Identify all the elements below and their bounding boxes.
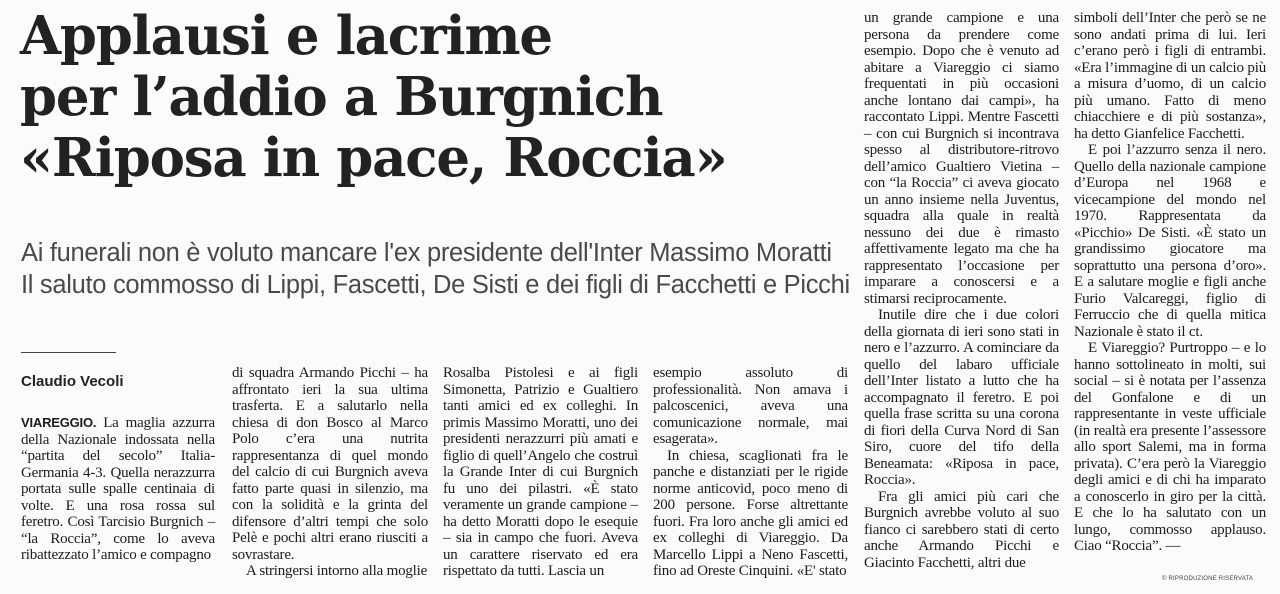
article-column-5 <box>864 10 1059 571</box>
byline-rule <box>21 352 116 353</box>
article-paragraph: Inutile dire che i due colori della giornata di ieri sono stati in nero e l’azzurro. A cominciare da quello del labaro ufficiale dell’Inter listato a lutto che ha accompagnato il feretro. E poi quella frase scritta su una corona di fiori della Curva Nord di San Siro, cuore del tifo della Beneamata: «Riposa in pace, Roccia». <box>864 307 1059 488</box>
article-paragraph: E Viareggio? Purtroppo – e lo hanno sottolineato in molti, sui social – si è notata per l’assenza del Gonfalone e di un rappresentante in veste ufficiale (in realtà era presente l’assessore allo sport Salemi, ma in forma privata). C’era però la Viareggio degli amici e di chi ha imparato a conoscerlo in giro per la città. E che lo ha salutato con un lungo, commosso applauso. Ciao “Roccia”. — <box>1074 340 1266 554</box>
article-paragraph: esempio assoluto di professionalità. Non amava i palcoscenici, aveva una comunicazione normale, mai esagerata». <box>653 365 848 447</box>
article-column-3 <box>443 365 638 580</box>
headline-line-1: Applausi e lacrime <box>20 5 552 67</box>
subtitle <box>21 237 851 301</box>
copyright-notice: © RIPRODUZIONE RISERVATA <box>1162 576 1254 582</box>
article-paragraph: di squadra Armando Picchi – ha affrontato ieri la sua ultima trasferta. E a salutarlo nella chiesa di don Bosco al Marco Polo c’era una nutrita rappresentanza di quel mondo del calcio di cui Burgnich aveva fatto parte quasi in silenzio, ma con la solidità e la grinta del difensore d’altri tempi che solo Pelè e pochi altri erano riusciti a sovrastare. <box>232 365 428 563</box>
byline: Claudio Vecoli <box>21 373 124 390</box>
article-paragraph: A stringersi intorno alla moglie <box>246 563 428 579</box>
subtitle-line-2: Il saluto commosso di Lippi, Fascetti, De Sisti e dei figli di Facchetti e Picchi <box>21 271 850 299</box>
headline-line-3: «Riposa in pace, Roccia» <box>20 127 727 189</box>
article-paragraph: Fra gli amici più cari che Burgnich avrebbe voluto al suo fianco ci sarebbero stati di certo anche Armando Picchi e Giacinto Facchetti, altri due <box>864 488 1059 571</box>
headline-line-2: per l’addio a Burgnich <box>20 66 663 128</box>
article-paragraph: E poi l’azzurro senza il nero. Quello della nazionale campione d’Europa nel 1968 e vicecampione del mondo nel 1970. Rappresentata da «Picchio» De Sisti. «È stato un grandissimo giocatore ma soprattutto una persona d’oro». E a salutare moglie e figli anche Furio Valcareggi, figlio di Ferruccio che di quella mitica Nazionale è stato il ct. <box>1074 142 1266 340</box>
article-paragraph: un grande campione e una persona da prendere come esempio. Dopo che è venuto ad abitare a Viareggio ci siamo frequentati in più occasioni anche lontano dai campi», ha raccontato Lippi. Mentre Fascetti – con cui Burgnich si incontrava spesso al distributore-ritrovo dell’amico Gualtiero Vietina – con “la Roccia” ci aveva giocato un anno insieme nella Juventus, squadra alla quale in realtà nessuno dei due è rimasto affettivamente legato ma che ha rappresentato l’occasione per imparare a conoscersi e a stimarsi reciprocamente. <box>864 10 1059 307</box>
article-column-1 <box>21 415 215 564</box>
article-paragraph: In chiesa, scaglionati fra le panche e distanziati per le rigide norme anticovid, poco meno di 200 persone. Forse altrettante fuori. Fra loro anche gli amici ed ex colleghi di Viareggio. Da Marcello Lippi a Neno Fascetti, fino ad Oreste Cinquini. «E' stato <box>653 447 848 579</box>
headline <box>20 6 850 189</box>
subtitle-line-1: Ai funerali non è voluto mancare l'ex presidente dell'Inter Massimo Moratti <box>21 239 832 267</box>
article-paragraph: VIAREGGIO. La maglia azzurra della Nazionale indossata nella “partita del secolo” Italia-Germania 4-3. Quella nerazzurra portata sulle spalle centinaia di volte. E una rosa rossa sul feretro. Così Tarcisio Burgnich – “la Roccia”, come lo aveva ribattezzato l’amico e compagno <box>21 415 216 563</box>
dateline: VIAREGGIO. <box>21 415 104 430</box>
article-paragraph: Rosalba Pistolesi e ai figli Simonetta, Patrizio e Gualtiero tanti amici ed ex colleghi. In primis Massimo Moratti, uno dei presidenti nerazzurri più amati e figlio di quell’Angelo che costruì la Grande Inter di cui Burgnich fu uno dei pilastri. «È stato veramente un grande campione – ha detto Moratti dopo le esequie – sia in campo che fuori. Aveva un carattere riservato ed era rispettato da tutti. Lascia un <box>443 365 638 579</box>
article-column-6 <box>1074 10 1266 555</box>
article-paragraph: simboli dell’Inter che però se ne sono andati prima di lui. Ieri c’erano però i figli di entrambi. «Era l’immagine di un calcio più a misura d’uomo, di un calcio più umano. Fatto di meno chiacchiere e di più sostanza», ha detto Gianfelice Facchetti. <box>1074 10 1266 142</box>
article-column-4 <box>653 365 848 580</box>
article-column-2 <box>232 365 428 580</box>
